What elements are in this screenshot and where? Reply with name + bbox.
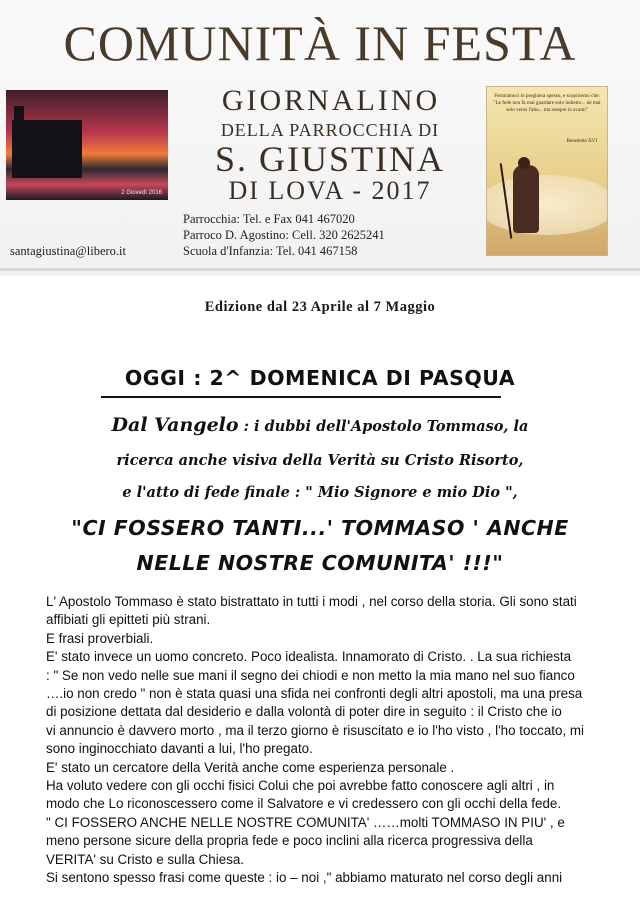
photo-caption: 2 Giovedì 2016 xyxy=(121,190,162,196)
subtitle-parrocchia: DELLA PARROCCHIA DI xyxy=(220,120,440,140)
contact-email: santagiustina@libero.it xyxy=(10,244,127,258)
body-line: E' stato un cercatore della Verità anche come esperienza personale . xyxy=(46,759,455,775)
body-line: E' stato invece un uomo concreto. Poco idealista. Innamorato di Cristo. . La sua richiesta xyxy=(46,649,572,665)
body-line: Ha voluto vedere con gli occhi fisici Colui che poi avrebbe fatto conoscere agli altri , in xyxy=(46,778,555,794)
article-body xyxy=(46,593,620,888)
heading-underline xyxy=(101,396,501,398)
church-sunset-photo xyxy=(6,90,168,200)
pilgrim-head-illustration xyxy=(518,157,530,169)
prayer-quote-card xyxy=(486,86,608,256)
contact-school-phone: Scuola d'Infanzia: Tel. 041 467158 xyxy=(183,244,358,258)
sunday-heading: OGGI : 2^ DOMENICA DI PASQUA xyxy=(124,366,516,390)
body-line: modo che Lo riconoscessero come il Salvatore e vi credessero con gli occhi della fede. xyxy=(46,796,562,812)
body-line: : " Se non vedo nelle sue mani il segno dei chiodi e non metto la mia mano nel suo fianco xyxy=(46,667,575,683)
contact-parish-phone: Parrocchia: Tel. e Fax 041 467020 xyxy=(183,212,355,226)
newspaper-title: COMUNITÀ IN FESTA xyxy=(63,15,577,71)
header-divider xyxy=(0,268,640,271)
body-line: L' Apostolo Tommaso è stato bistrattato in tutti i modi , nel corso della storia. Gli sono stati xyxy=(46,594,577,609)
subtitle-parish-name: S. GIUSTINA xyxy=(214,139,445,179)
card-quote-text: Fermiamoci in preghiera spesso, e scopriremo che: "Le fede non fa mai guardare solo indietro... né mai solo verso l'alto... ma sempre in avanti" xyxy=(493,93,601,113)
body-line: sono inginocchiato davanti a lui, l'ho pregato. xyxy=(46,741,313,757)
body-line: vi annuncio è davvero morto , ma il terzo giorno è risuscitato e io l'ho visto , l'ho toccato, mi xyxy=(46,722,585,738)
body-line: ….io non credo " non è stata quasi una sfida nei confronti degli altri apostoli, ma una presa xyxy=(46,686,583,702)
body-line: di posizione dettata dal desiderio e dalla volontà di poter dire in seguito : il Cristo che io xyxy=(46,704,562,720)
body-line: Si sentono spesso frasi come queste : io – noi ," abbiamo maturato nel corso degli anni xyxy=(46,870,563,886)
gospel-line-2: ricerca anche visiva della Verità su Cristo Risorto, xyxy=(116,452,524,469)
edition-dates: Edizione dal 23 Aprile al 7 Maggio xyxy=(204,299,436,315)
contact-priest-phone: Parroco D. Agostino: Cell. 320 2625241 xyxy=(183,228,385,242)
body-line: " CI FOSSERO ANCHE NELLE NOSTRE COMUNITA' ……molti TOMMASO IN PIU' , e xyxy=(46,814,565,830)
gospel-line-3: e l'atto di fede finale : " Mio Signore e mio Dio ", xyxy=(122,484,518,501)
gospel-lead: Dal Vangelo xyxy=(111,414,239,436)
quote-line-1: "CI FOSSERO TANTI...' TOMMASO ' ANCHE xyxy=(71,516,569,540)
gospel-line-1-text: : i dubbi dell'Apostolo Tommaso, la xyxy=(238,418,529,435)
gospel-line-1 xyxy=(0,414,640,436)
church-silhouette xyxy=(12,120,82,178)
subtitle-location-year: DI LOVA - 2017 xyxy=(228,176,432,205)
masthead xyxy=(0,0,640,276)
body-line: VERITA' su Cristo e sulla Chiesa. xyxy=(46,851,245,867)
body-line: meno persone sicure della propria fede e poco inclini alla ricerca progressiva della xyxy=(46,833,533,849)
subtitle-giornalino: GIORNALINO xyxy=(221,84,441,117)
card-quote-author: Benedetto XVI xyxy=(566,139,597,144)
body-line: E frasi proverbiali. xyxy=(46,630,154,646)
body-line: affibiati gli epitteti più strani. xyxy=(46,612,211,628)
pilgrim-figure-illustration xyxy=(513,165,539,233)
quote-line-2: NELLE NOSTRE COMUNITA' !!!" xyxy=(136,551,504,575)
